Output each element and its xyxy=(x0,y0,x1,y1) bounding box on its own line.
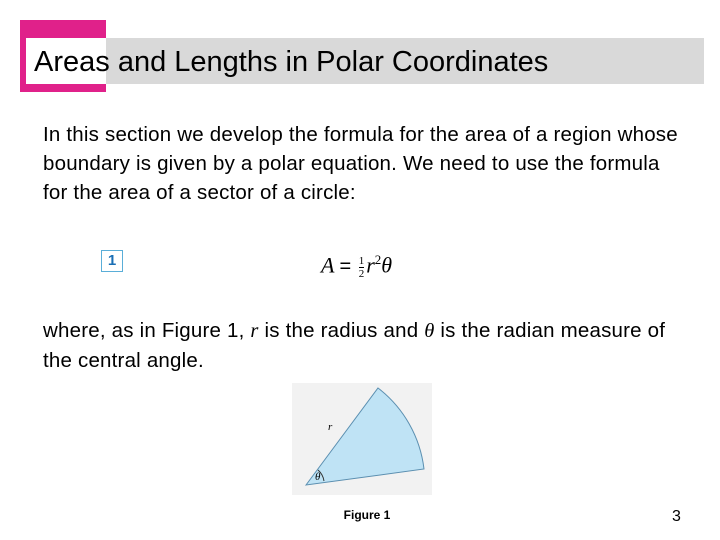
formula-angle: θ xyxy=(381,252,393,278)
where-r: r xyxy=(250,320,259,342)
where-theta: θ xyxy=(424,320,435,342)
slide-title-first-word: Areas xyxy=(34,46,110,78)
where-paragraph xyxy=(43,316,683,375)
angle-label: θ xyxy=(315,471,321,483)
formula-fraction xyxy=(359,255,365,280)
where-text-2: is the radius and xyxy=(258,319,425,342)
where-text-1: where, as in Figure 1, xyxy=(43,319,251,342)
equation-number-badge: 1 xyxy=(101,250,123,272)
sector-area-formula xyxy=(321,244,393,280)
fraction-denominator: 2 xyxy=(358,267,365,280)
intro-paragraph: In this section we develop the formula for the area of a region whose boundary is given by a polar equation. We need to use the formula for the area of a sector of a circle: xyxy=(43,123,678,204)
slide-title xyxy=(34,44,548,80)
radius-label: r xyxy=(328,421,333,433)
formula-equals: = xyxy=(339,255,352,278)
formula-lhs: A xyxy=(321,252,335,278)
figure-caption: Figure 1 xyxy=(343,508,391,522)
slide-title-rest: and Lengths in Polar Coordinates xyxy=(109,46,549,78)
formula-variable: r xyxy=(366,252,375,278)
sector-figure xyxy=(292,383,432,495)
formula-exponent: 2 xyxy=(374,252,382,267)
page-number: 3 xyxy=(672,508,681,525)
fraction-numerator: 1 xyxy=(358,254,365,267)
where-text-3: is the radian measure of the central angle. xyxy=(43,319,666,372)
